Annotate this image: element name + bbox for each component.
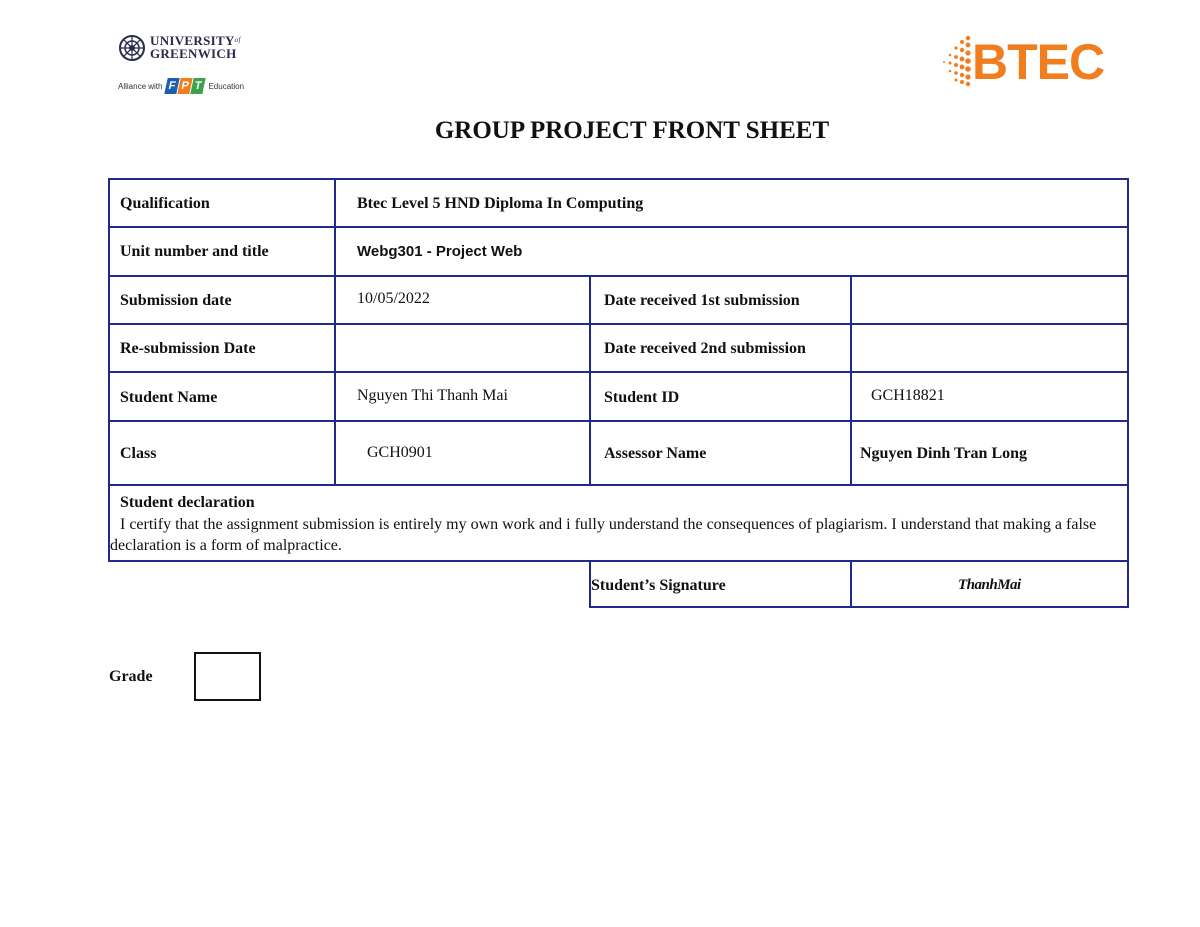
- submission-date-label: Submission date: [120, 292, 232, 309]
- declaration-heading: Student declaration: [120, 494, 255, 511]
- fpt-alliance-logo: [118, 76, 244, 96]
- qualification-label: Qualification: [120, 195, 210, 212]
- btec-logo: BTEC: [972, 34, 1105, 90]
- unit-value: Webg301 - Project Web: [357, 243, 523, 260]
- grade-label: Grade: [109, 668, 153, 685]
- class-value: GCH0901: [367, 444, 433, 461]
- btec-dots-icon: [936, 34, 976, 88]
- qualification-value: Btec Level 5 HND Diploma In Computing: [357, 195, 644, 212]
- greenwich-crest-icon: [119, 35, 145, 61]
- document-title: GROUP PROJECT FRONT SHEET: [434, 117, 830, 144]
- resubmission-date-label: Re-submission Date: [120, 340, 256, 357]
- date-received-2-label: Date received 2nd submission: [604, 340, 806, 357]
- signature-label: Student’s Signature: [591, 577, 726, 594]
- declaration-text: I certify that the assignment submission is entirely my own work and i fully understand the consequences of plagiarism. I understand that making a false declaration is a form of malpractice.: [110, 516, 1097, 554]
- grade-box[interactable]: [194, 652, 261, 701]
- student-signature: ThanhMai: [958, 577, 1021, 593]
- date-received-1-label: Date received 1st submission: [604, 292, 800, 309]
- greenwich-logo: $UNIVERSITY^{of}$ GREENWICH: [150, 33, 241, 61]
- alliance-text: Alliance with: [118, 81, 163, 91]
- assessor-name-label: Assessor Name: [604, 445, 707, 462]
- class-label: Class: [120, 445, 157, 462]
- unit-label: Unit number and title: [120, 243, 269, 260]
- fpt-logo-icon: F P T: [166, 78, 204, 94]
- assessor-name-value: Nguyen Dinh Tran Long: [860, 445, 1028, 462]
- education-text: Education: [208, 81, 245, 91]
- student-id-value: GCH18821: [871, 387, 945, 404]
- submission-date-value: 10/05/2022: [357, 290, 430, 307]
- student-name-value: Nguyen Thi Thanh Mai: [357, 387, 508, 404]
- student-name-label: Student Name: [120, 389, 218, 406]
- student-id-label: Student ID: [604, 389, 680, 406]
